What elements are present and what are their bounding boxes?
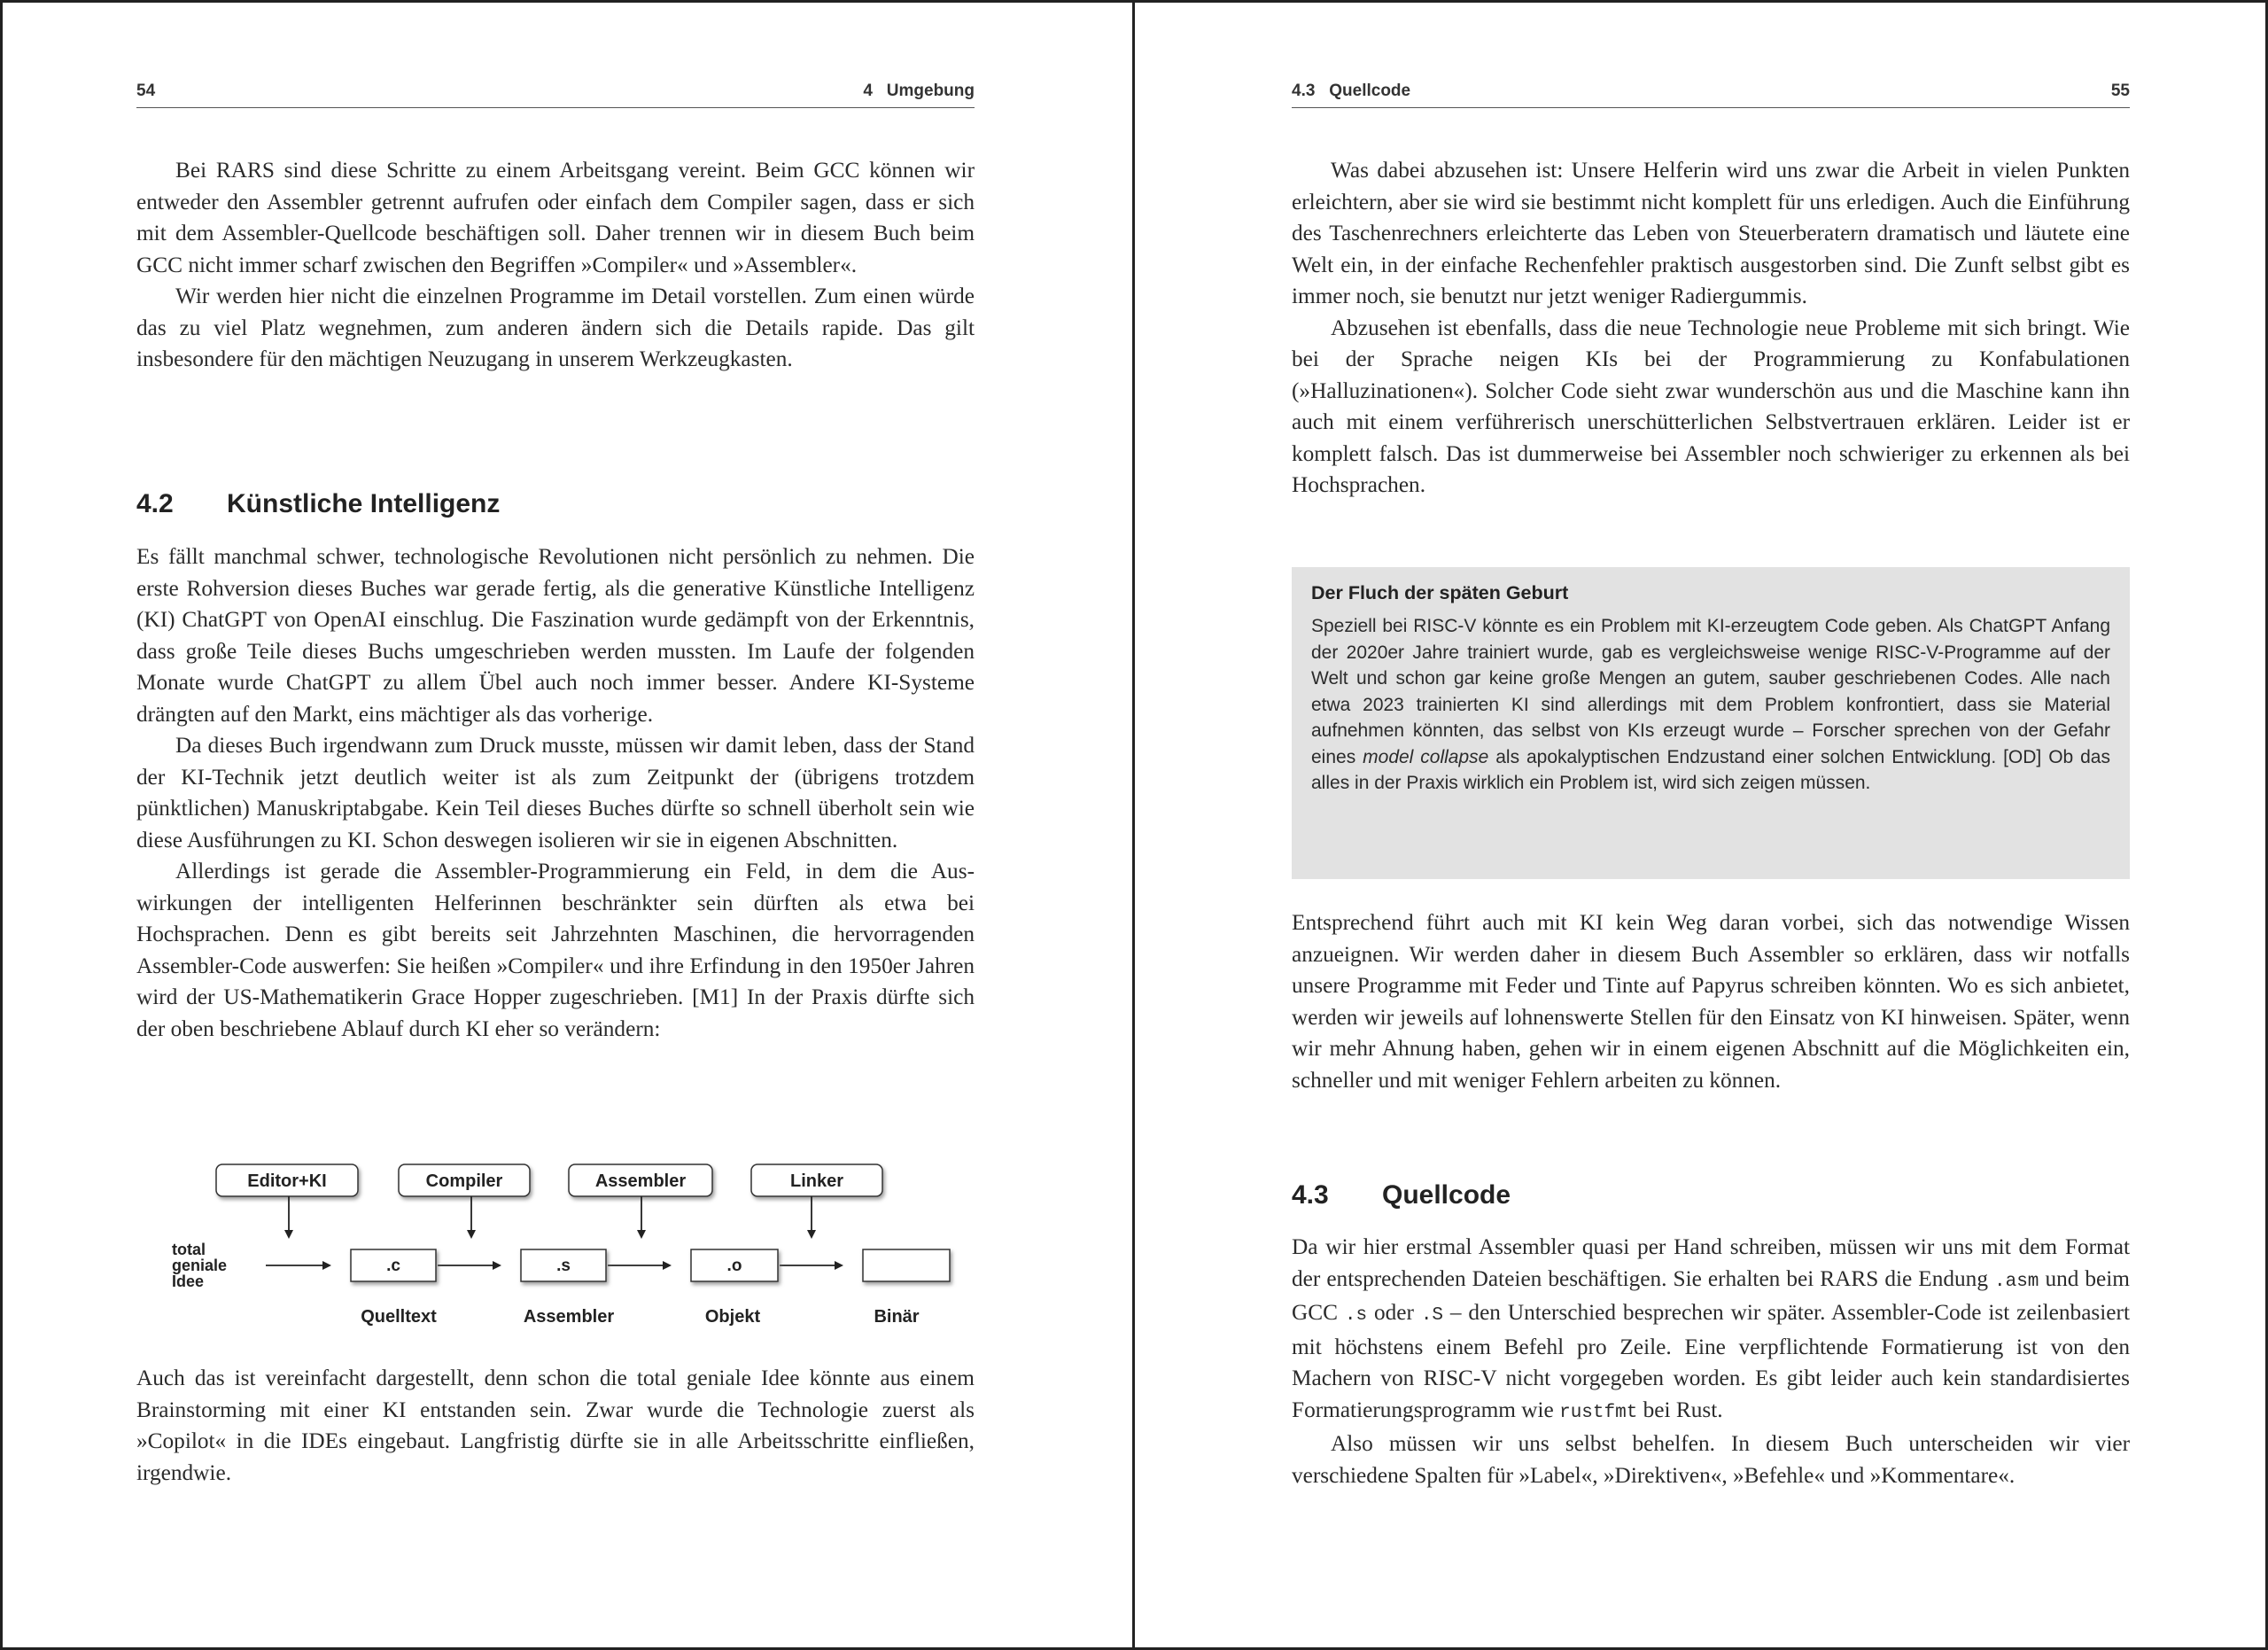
intro-text xyxy=(1292,155,2130,502)
tool-label: Editor+KI xyxy=(247,1171,327,1191)
chapter-title: 4 Umgebung xyxy=(863,82,975,100)
workflow-diagram xyxy=(136,1152,975,1338)
code-inline: .s xyxy=(1344,1305,1368,1326)
section-title: Künstliche Intelligenz xyxy=(227,489,501,518)
paragraph: Was dabei abzusehen ist: Unsere Helferin wird uns zwar die Arbeit in vielen Punkten erleichtern, aber sie wird sie bestimmt nicht komplett für uns erledigen. Auch die Einführung des Taschenrechners erleichterte das Leben von Steuerberatern dramatisch und läutete eine Welt ein, in der einfache Rechenfehler praktisch ausgestorben sind. Die Zunft selbst gibt es immer noch, sie benutzt nur jetzt weniger Radiergummis. xyxy=(1292,158,2130,308)
file-o xyxy=(691,1249,778,1281)
intro-text xyxy=(136,155,975,376)
text-run: bei Rust. xyxy=(1637,1397,1723,1422)
paragraph: Es fällt manchmal schwer, technologische Revolutionen nicht persönlich zu nehmen. Die erste Rohversion dieses Buches war gerade fertig, als die generative Künstliche Intelligenz (KI) ChatGPT von OpenAI einschlug. Die Faszination wurde gedämpft von der Erkenntnis, dass große Teile dieses Buchs umgeschrieben werden mussten. Im Laufe der folgenden Monate wurde ChatGPT zu allem Übel auch noch immer besser. Andere KI-Systeme drängten auf den Markt, eins mächtiger als das vorherige. xyxy=(136,544,975,727)
right-page xyxy=(1292,0,2130,1650)
paragraph xyxy=(1292,1232,2130,1428)
stage-label: Quelltext xyxy=(361,1307,437,1327)
file-binary xyxy=(863,1249,950,1281)
stage-label: Binär xyxy=(874,1307,920,1327)
paragraph: Da dieses Buch irgendwann zum Druck musste, müssen wir damit leben, dass der Stand der KI-Technik jetzt deutlich weiter ist als zum Zeitpunkt der (übrigens trotzdem pünktlichen) Manuskriptabgabe. Kein Teil dieses Buches dürfte so schnell überholt sein wie diese Ausführungen zu KI. Schon deswegen isolieren wir sie in eigenen Abschnitten. xyxy=(136,733,975,852)
text-run: Da wir hier erstmal Assembler quasi per Hand schreiben, müssen wir uns mit dem Format der entsprechenden Dateien beschäftigen. Sie erhalten bei RARS die Endung xyxy=(1292,1234,2130,1291)
info-box-text: als apokalyptischen Endzustand einer solchen Entwicklung. [OD] Ob das alles in der Praxis wirklich ein Problem ist, wird sich zeigen müssen. xyxy=(1311,746,2110,793)
paragraph: Wir werden hier nicht die einzelnen Programme im Detail vorstellen. Zum einen würde das zu viel Platz wegnehmen, zum anderen ändern sich die Details rapide. Das gilt insbesondere für den mächtigen Neuzugang in unserem Werkzeugkasten. xyxy=(136,284,975,371)
info-box-title: Der Fluch der späten Geburt xyxy=(1311,582,1569,603)
info-box xyxy=(1292,567,2130,879)
section-running-title: 4.3 Quellcode xyxy=(1292,82,1411,100)
tool-compiler xyxy=(399,1164,530,1196)
start-label-line: Idee xyxy=(172,1273,205,1290)
section-heading xyxy=(136,489,500,519)
paragraph: Bei RARS sind diese Schritte zu einem Arbeitsgang vereint. Beim GCC können wir entweder den Assembler getrennt aufrufen oder einfach dem Compiler sagen, dass er sich mit dem Assembler-Quellcode beschäftigen soll. Daher trennen wir in diesem Buch beim GCC nicht immer scharf zwischen den Begriffen »Compiler« und »Assembler«. xyxy=(136,158,975,277)
file-s xyxy=(521,1249,606,1281)
info-box-text: Speziell bei RISC-V könnte es ein Problem mit KI-erzeugtem Code geben. Als ChatGPT Anfang der 2020er Jahre trainiert wurde, gab es vergleichsweise wenige RISC-V-Programme auf der Welt und schon gar keine große Mengen an gutem, sauber geschriebenen Codes. Alle nach etwa 2023 trainierten KI sind allerdings mit dem Problem konfrontiert, dass sie Material aufnehmen könnten, das selbst von KIs erzeugt wurde – Forscher sprechen von der Gefahr eines xyxy=(1311,616,2110,767)
file-label: .o xyxy=(726,1257,742,1275)
tool-editor-ki xyxy=(216,1164,358,1196)
stage-label: Assembler xyxy=(523,1307,615,1327)
paragraph: Also müssen wir uns selbst behelfen. In diesem Buch unterscheiden wir vier verschiedene Spalten für »Label«, »Direktiven«, »Befehle« und »Kommentare«. xyxy=(1292,1431,2130,1488)
page-number: 54 xyxy=(136,82,156,100)
tool-label: Linker xyxy=(789,1171,844,1191)
start-label xyxy=(172,1241,231,1290)
text-run: und beim GCC xyxy=(1292,1265,2130,1325)
file-label: .c xyxy=(386,1257,400,1275)
start-label-line: geniale xyxy=(172,1257,228,1274)
closing-text xyxy=(136,1363,975,1489)
section-number: 4.3 xyxy=(1292,1180,1329,1210)
section-heading xyxy=(1292,1180,1511,1210)
section-text xyxy=(136,541,975,1045)
left-page xyxy=(136,0,975,1650)
paragraph: Allerdings ist gerade die Assembler-Programmierung ein Feld, in dem die Auswirkungen der intelligenten Helferinnen beschränkter sein dürften als etwa bei Hochsprachen. Denn es gibt bereits seit Jahrzehnten Maschinen, die hervorragenden Assembler-Code auswerfen: Sie heißen »Compiler« und ihre Erfindung in den 1950er Jahren wird der US-Mathematikerin Grace Hopper zugeschrieben. [M1] In der Praxis dürfte sich der oben beschriebene Ablauf durch KI eher so verändern: xyxy=(136,859,975,1041)
book-spine xyxy=(1132,0,1135,1650)
stage-label: Objekt xyxy=(704,1307,761,1327)
section-title: Quellcode xyxy=(1382,1180,1511,1210)
text-run: oder xyxy=(1367,1300,1421,1325)
paragraph: Abzusehen ist ebenfalls, dass die neue Technologie neue Probleme mit sich bringt. Wie bei der Sprache neigen KIs bei der Programmierung zu Konfabulationen (»Halluzinationen«). Solcher Code sieht zwar wunderschön aus und die Maschine kann ihn auch mit einem verführerisch unerschütterlichen Selbstvertrauen erklären. Leider ist er komplett falsch. Das ist dummerweise bei Assembler noch schwieriger zu erkennen als bei Hochsprachen. xyxy=(1292,315,2130,497)
paragraph: Auch das ist vereinfacht dargestellt, denn schon die total geniale Idee könnte aus einem Brainstorming mit einer KI entstanden sein. Zwar wurde die Technologie zuerst als »Copilot« in die IDEs eingebaut. Langfristig dürfte sie in alle Arbeitsschritte einfließen, irgendwie. xyxy=(136,1366,975,1485)
text-run: – den Unterschied besprechen wir später. Assembler-Code ist zeilenbasiert mit höchstens einem Befehl pro Zeile. Eine verpflichtende Formatierung ist von den Machern von RISC-V nicht vorgegeben worden. Es gibt leider auch kein standardisiertes Formatierungsprogramm wie xyxy=(1292,1300,2130,1422)
info-box-emphasis: model collapse xyxy=(1363,746,1489,767)
running-header xyxy=(136,82,975,108)
section-text xyxy=(1292,1232,2130,1491)
after-box-text xyxy=(1292,907,2130,1096)
paragraph: Entsprechend führt auch mit KI kein Weg daran vorbei, sich das notwendige Wissen anzueignen. Wir werden daher in diesem Buch Assembler so erklären, dass wir notfalls unsere Programme mit Feder und Tinte auf Papyrus schreiben könnten. Wo es sich anbietet, werden wir jeweils auf lohnenswerte Stellen für den Einsatz von KI hinweisen. Später, wenn wir mehr Ahnung haben, gehen wir in einem eigenen Abschnitt auf die Möglichkeiten ein, schneller und mit weniger Fehlern arbeiten zu können. xyxy=(1292,910,2130,1093)
info-box-body xyxy=(1311,613,2110,797)
page-number: 55 xyxy=(2110,82,2130,100)
running-header xyxy=(1292,82,2130,108)
section-number: 4.2 xyxy=(136,489,174,518)
code-inline: .asm xyxy=(1994,1271,2039,1292)
file-label: .s xyxy=(556,1257,571,1275)
tool-assembler xyxy=(569,1164,712,1196)
tool-linker xyxy=(751,1164,882,1196)
start-label-line: total xyxy=(172,1241,206,1258)
tool-label: Assembler xyxy=(594,1171,687,1191)
file-c xyxy=(351,1249,436,1281)
code-inline: .S xyxy=(1420,1305,1444,1326)
code-inline: rustfmt xyxy=(1559,1402,1638,1423)
tool-label: Compiler xyxy=(425,1171,503,1191)
